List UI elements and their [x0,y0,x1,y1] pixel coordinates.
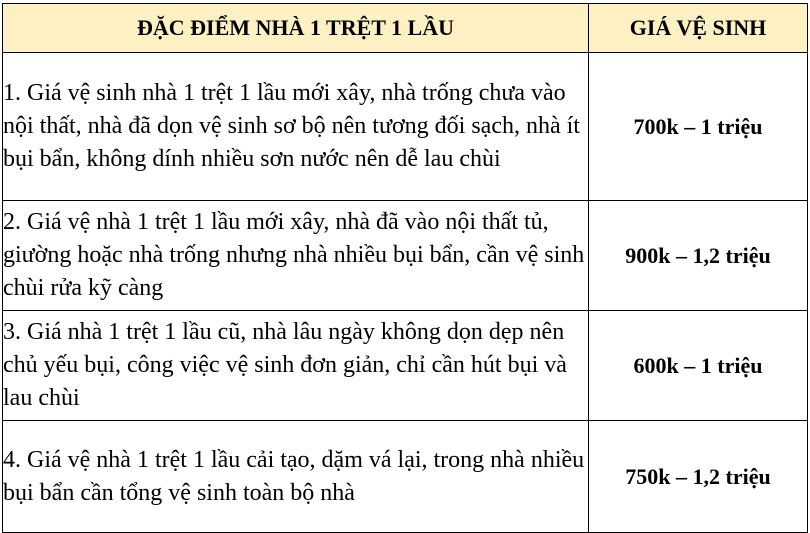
header-features: ĐẶC ĐIỂM NHÀ 1 TRỆT 1 LẦU [3,4,589,53]
table-row [3,53,808,201]
row-price: 600k – 1 triệu [589,311,808,421]
row-description: 3. Giá nhà 1 trệt 1 lầu cũ, nhà lâu ngày không dọn dẹp nên chủ yếu bụi, công việc vệ sinh đơn giản, chỉ cần hút bụi và lau chùi [3,311,589,421]
row-description: 1. Giá vệ sinh nhà 1 trệt 1 lầu mới xây, nhà trống chưa vào nội thất, nhà đã dọn vệ sinh sơ bộ nên tương đối sạch, nhà ít bụi bẩn, không dính nhiều sơn nước nên dễ lau chùi [3,53,589,201]
table-row [3,311,808,421]
row-description: 4. Giá vệ nhà 1 trệt 1 lầu cải tạo, dặm vá lại, trong nhà nhiều bụi bẩn cần tổng vệ sinh toàn bộ nhà [3,421,589,533]
row-description: 2. Giá vệ nhà 1 trệt 1 lầu mới xây, nhà đã vào nội thất tủ, giường hoặc nhà trống nhưng nhà nhiều bụi bẩn, cần vệ sinh chùi rửa kỹ càng [3,201,589,311]
table-header-row [3,4,808,53]
row-price: 700k – 1 triệu [589,53,808,201]
header-price: GIÁ VỆ SINH [589,4,808,53]
table-row [3,201,808,311]
table-row [3,421,808,533]
cleaning-price-table [2,3,808,533]
row-price: 900k – 1,2 triệu [589,201,808,311]
row-price: 750k – 1,2 triệu [589,421,808,533]
